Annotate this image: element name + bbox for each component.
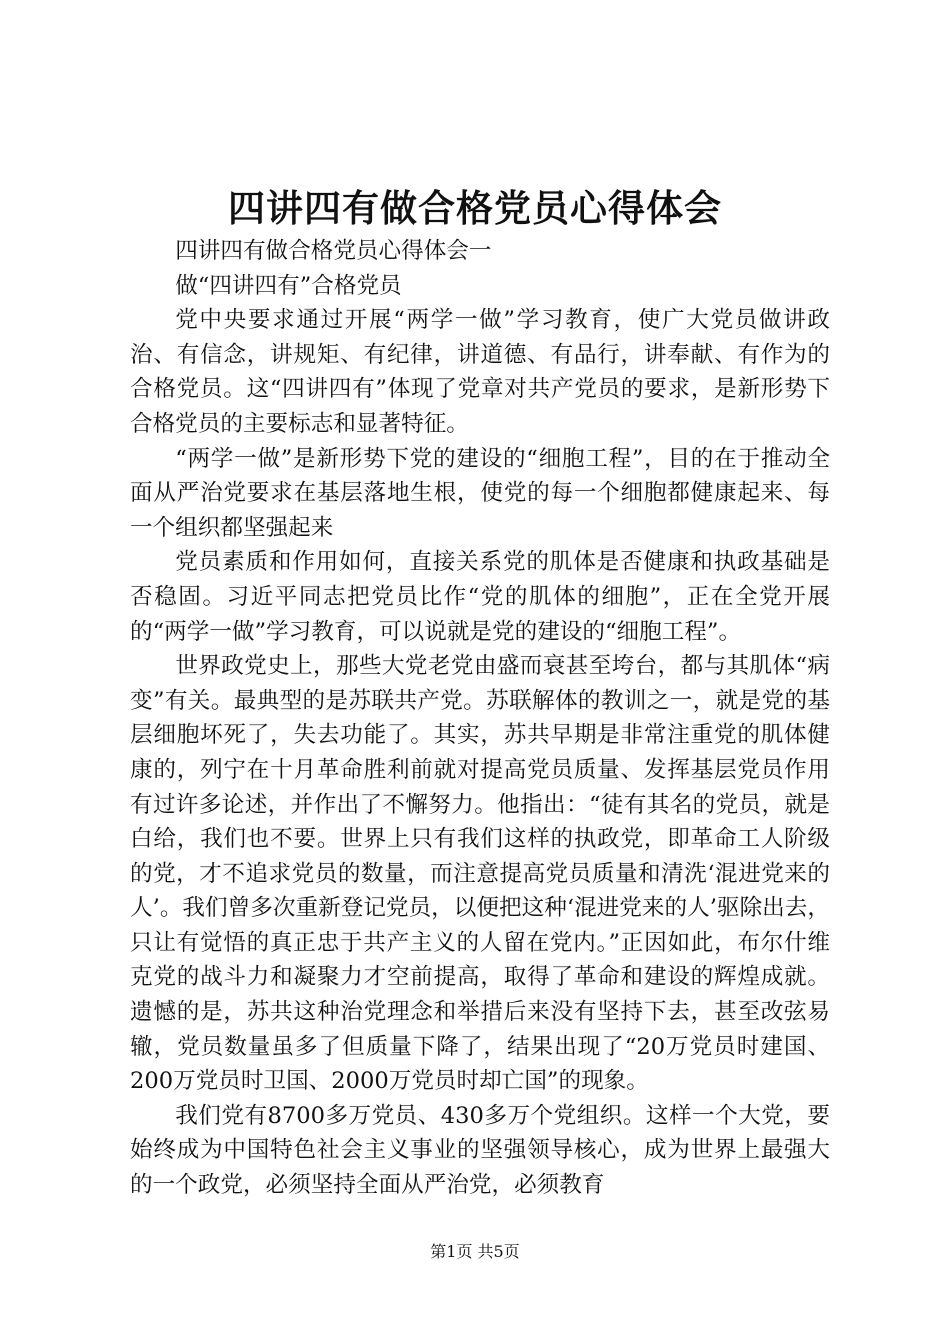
page-footer: 第1页 共5页: [430, 1242, 520, 1261]
paragraph: 做“四讲四有”合格党员: [175, 272, 402, 299]
paragraph: 我们党有8700多万党员、430多万个党组织。这样一个大党，要始终成为中国特色社会主义事业的坚强领导核心，成为世界上最强大的一个政党，必须坚持全面从严治党，必须教育: [130, 1102, 830, 1199]
paragraph: 党员素质和作用如何，直接关系党的肌体是否健康和执政基础是否稳固。习近平同志把党员比作“党的肌体的细胞”，正在全党开展的“两学一做”学习教育，可以说就是党的建设的“细胞工程”。: [130, 549, 830, 645]
paragraph: 世界政党史上，那些大党老党由盛而衰甚至垮台，都与其肌体“病变”有关。最典型的是苏联共产党。苏联解体的教训之一，就是党的基层细胞坏死了，失去功能了。其实，苏共早期是非常注重党的肌体健康的，列宁在十月革命胜利前就对提高党员质量、发挥基层党员作用有过许多论述，并作出了不懈努力。他指出：“徒有其名的党员，就是白给，我们也不要。世界上只有我们这样的执政党，即革命工人阶级的党，才不追求党员的数量，而注意提高党员质量和清洗‘混进党来的人’。我们曾多次重新登记党员，以便把这种‘混进党来的人’驱除出去，只让有觉悟的真正忠于共产主义的人留在党内。”正因如此，布尔什维克党的战斗力和凝聚力才空前提高，取得了革命和建设的辉煌成就。遗憾的是，苏共这种治党理念和举措后来没有坚持下去，甚至改弦易辙，党员数量虽多了但质量下降了，结果出现了“20万党员时建国、200万党员时卫国、2000万党员时却亡国”的现象。: [130, 653, 830, 1095]
paragraph: “两学一做”是新形势下党的建设的“细胞工程”，目的在于推动全面从严治党要求在基层落地生根，使党的每一个细胞都健康起来、每一个组织都坚强起来: [130, 445, 830, 541]
document-title: 四讲四有做合格党员心得体会: [228, 186, 722, 230]
paragraph: 四讲四有做合格党员心得体会一: [175, 238, 492, 264]
paragraph: 党中央要求通过开展“两学一做”学习教育，使广大党员做讲政治、有信念，讲规矩、有纪律，讲道德、有品行，讲奉献、有作为的合格党员。这“四讲四有”体现了党章对共产党员的要求，是新形势下合格党员的主要标志和显著特征。: [130, 307, 830, 437]
document-body: [130, 234, 830, 1203]
